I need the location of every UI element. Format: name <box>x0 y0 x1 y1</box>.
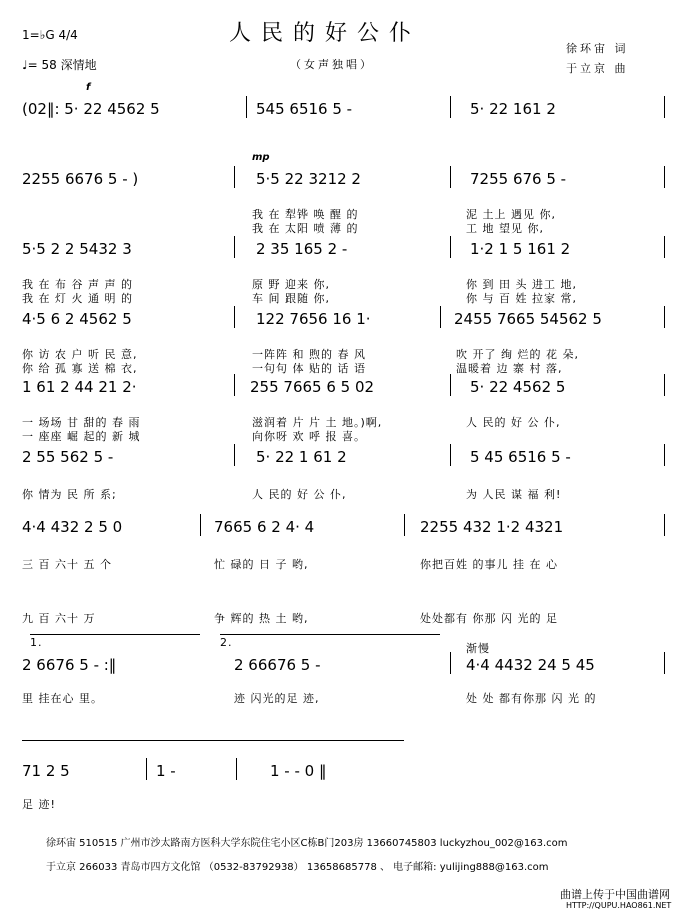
barline <box>236 758 237 780</box>
notation-line-4-seg-1: 4·5 6 2 4562 5 <box>22 310 132 328</box>
barline <box>450 96 451 118</box>
barline <box>664 652 665 674</box>
notation-line-6-seg-3: 5 45 6516 5 - <box>470 448 571 466</box>
barline <box>450 236 451 258</box>
watermark-text: 曲谱上传于中国曲谱网 <box>560 888 670 901</box>
lyric-verse2: 我 在 太阳 喷 薄 的 <box>252 222 359 235</box>
lyric-verse2: 九 百 六十 万 <box>22 612 96 625</box>
volta-1: 1. <box>30 636 43 649</box>
lyric-verse1: 三 百 六十 五 个 <box>22 558 112 571</box>
page-title: 人民的好公仆 <box>229 21 422 46</box>
lyric-verse1: 人 民的 好 公 仆, <box>466 416 561 429</box>
volta-bracket <box>30 634 200 635</box>
barline <box>450 166 451 188</box>
notation-line-9-seg-2: 1 - <box>156 762 176 780</box>
notation-line-2-seg-1: 2255 6676 5 - ) <box>22 170 139 188</box>
phrase-bracket <box>22 740 404 741</box>
barline <box>450 444 451 466</box>
lyric-verse2: 争 辉的 热 土 哟, <box>214 612 309 625</box>
notation-line-8-seg-1: 2 6676 5 - :‖ <box>22 656 117 674</box>
volta-bracket <box>220 634 440 635</box>
lyric-verse1: 我 在 布 谷 声 声 的 <box>22 278 133 291</box>
lyric-line: 足 迹! <box>22 798 56 811</box>
lyric-line: 你 情为 民 所 系; <box>22 488 117 501</box>
author-contact-lyricist: 徐环宙 510515 广州市沙太路南方医科大学东院住宅小区C栋B门203房 13660745803 luckyzhou_002@163.com <box>46 838 568 849</box>
notation-line-2-seg-2: 5·5 22 3212 2 <box>256 170 361 188</box>
watermark-url: HTTP://QUPU.HAO861.NET <box>566 901 672 910</box>
lyric-line: 迹 闪光的足 迹, <box>234 692 320 705</box>
composer-credit: 于立京 曲 <box>566 62 629 75</box>
barline <box>664 166 665 188</box>
barline <box>404 514 405 536</box>
lyric-verse2: 处处都有 你那 闪 光的 足 <box>420 612 558 625</box>
barline <box>200 514 201 536</box>
barline <box>234 374 235 396</box>
notation-line-5-seg-2: 255 7665 6 5 02 <box>250 378 375 396</box>
notation-line-1-seg-3: 5· 22 161 2 <box>470 100 556 118</box>
barline <box>450 374 451 396</box>
barline <box>440 306 441 328</box>
barline <box>664 514 665 536</box>
barline <box>234 306 235 328</box>
barline <box>664 306 665 328</box>
lyric-line: 人 民的 好 公 仆, <box>252 488 347 501</box>
notation-line-7-seg-2: 7665 6 2 4· 4 <box>214 518 315 536</box>
lyric-verse1: 滋润着 片 片 土 地。)啊, <box>252 416 383 429</box>
tempo-marking: ♩= 58 深情地 <box>22 58 97 72</box>
lyric-verse2: 一 座座 崛 起的 新 城 <box>22 430 141 443</box>
volta-2: 2. <box>220 636 233 649</box>
lyric-verse2: 工 地 望见 你, <box>466 222 544 235</box>
lyric-verse1: 泥 土上 遇见 你, <box>466 208 556 221</box>
lyric-verse1: 你 到 田 头 进工 地, <box>466 278 577 291</box>
notation-line-1-seg-2: 545 6516 5 - <box>256 100 353 118</box>
notation-line-3-seg-2: 2 35 165 2 - <box>256 240 348 258</box>
notation-line-5-seg-1: 1 61 2 44 21 2· <box>22 378 137 396</box>
lyric-verse2: 我 在 灯 火 通 明 的 <box>22 292 133 305</box>
tempo-jianman: 渐慢 <box>466 642 490 655</box>
notation-line-7-seg-1: 4·4 432 2 5 0 <box>22 518 123 536</box>
lyric-verse2: 车 间 跟随 你, <box>252 292 330 305</box>
notation-line-8-seg-3: 4·4 4432 24 5 45 <box>466 656 595 674</box>
notation-line-3-seg-1: 5·5 2 2 5432 3 <box>22 240 132 258</box>
lyric-verse1: 一阵阵 和 煦的 春 风 <box>252 348 366 361</box>
lyric-verse1: 原 野 迎来 你, <box>252 278 330 291</box>
notation-line-3-seg-3: 1·2 1 5 161 2 <box>470 240 571 258</box>
notation-line-9-seg-3: 1 - - 0 ‖ <box>270 762 327 780</box>
barline <box>664 96 665 118</box>
lyric-verse2: 你 给 孤 寡 送 棉 衣, <box>22 362 138 375</box>
lyric-verse1: 忙 碌的 日 子 哟, <box>214 558 309 571</box>
dynamic-mp: mp <box>252 152 270 163</box>
notation-line-7-seg-3: 2255 432 1·2 4321 <box>420 518 564 536</box>
lyric-verse2: 向你呀 欢 呼 报 喜。 <box>252 430 366 443</box>
lyric-line: 里 挂在心 里。 <box>22 692 103 705</box>
barline <box>664 374 665 396</box>
lyric-verse1: 我 在 犁铧 唤 醒 的 <box>252 208 359 221</box>
lyric-verse1: 你把百姓 的事儿 挂 在 心 <box>420 558 558 571</box>
author-contact-composer: 于立京 266033 青岛市四方文化馆 （0532-83792938） 13658685778 、 电子邮箱: yulijing888@163.com <box>46 862 549 873</box>
key-signature: 1=♭G 4/4 <box>22 28 78 42</box>
barline <box>146 758 147 780</box>
barline <box>234 444 235 466</box>
notation-line-5-seg-3: 5· 22 4562 5 <box>470 378 566 396</box>
lyricist-credit: 徐环宙 词 <box>566 42 629 55</box>
notation-line-9-seg-1: 71 2 5 <box>22 762 70 780</box>
lyric-verse1: 你 访 农 户 听 民 意, <box>22 348 138 361</box>
lyric-verse2: 温暖着 边 寨 村 落, <box>456 362 563 375</box>
lyric-verse1: 吹 开了 绚 烂的 花 朵, <box>456 348 579 361</box>
barline <box>450 652 451 674</box>
notation-line-8-seg-2: 2 66676 5 - <box>234 656 321 674</box>
notation-line-1-seg-1: (02‖: 5· 22 4562 5 <box>22 100 160 118</box>
barline <box>664 444 665 466</box>
barline <box>664 236 665 258</box>
notation-line-4-seg-3: 2455 7665 54562 5 <box>454 310 602 328</box>
lyric-line: 为 人民 谋 福 利! <box>466 488 562 501</box>
lyric-verse1: 一 场场 甘 甜的 春 雨 <box>22 416 141 429</box>
barline <box>234 166 235 188</box>
lyric-verse2: 你 与 百 姓 拉家 常, <box>466 292 577 305</box>
barline <box>234 236 235 258</box>
barline <box>246 96 247 118</box>
notation-line-6-seg-1: 2 55 562 5 - <box>22 448 114 466</box>
dynamic-f: f <box>86 82 91 93</box>
lyric-verse2: 一句句 体 贴的 话 语 <box>252 362 366 375</box>
notation-line-4-seg-2: 122 7656 16 1· <box>256 310 371 328</box>
lyric-line: 处 处 都有你那 闪 光 的 <box>466 692 597 705</box>
notation-line-2-seg-3: 7255 676 5 - <box>470 170 567 188</box>
notation-line-6-seg-2: 5· 22 1 61 2 <box>256 448 347 466</box>
subtitle: （女声独唱） <box>290 58 374 71</box>
